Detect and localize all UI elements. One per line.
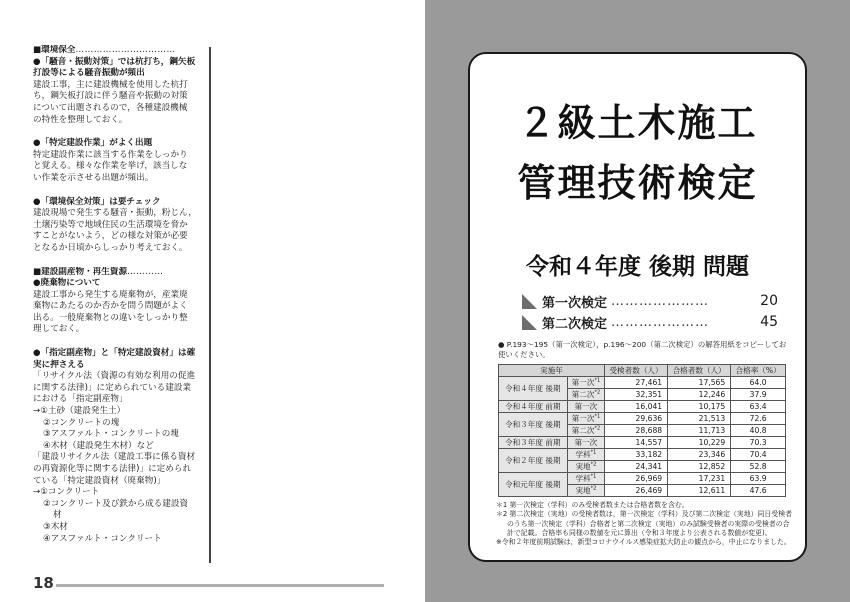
footnote-mark: *1 [590,449,597,456]
cell-passers: 17,565 [668,377,731,389]
body-line: 棄物にあたるのか否かを問う問題がよく [33,301,188,312]
body-line: 理しておく。 [33,324,85,335]
answer-sheet-note: ● P.193～195（第一次検定），p.196～200（第二次検定）の解答用紙をコピーしてお使いください。 [498,340,787,359]
body-line: ち，鋼矢板打設に伴う騒音や振動の対策 [33,91,188,102]
footnote-mark: *2 [594,389,601,396]
footnotes [496,501,792,547]
cell-passers: 12,611 [668,485,731,497]
cell-examinees: 14,557 [605,437,668,449]
table-header-row [499,365,786,377]
item-body [33,208,205,254]
pass-rate-table [498,364,786,497]
cell-rate: 37.9 [731,389,786,401]
right-page [425,0,850,602]
triangle-icon [522,294,537,309]
exam-row-first [522,292,778,310]
item-title-line: ●「特定建設作業」がよく出題 [33,138,153,149]
cell-exam-kind: 学科$^{*1}$ [567,449,604,461]
cell-passers: 17,231 [668,473,731,485]
body-line: と覚える。様々な作業を挙げ，該当しな [33,161,188,172]
list-item: ②コンクリートの塊 [43,417,120,428]
footnote-mark: *2 [590,485,597,492]
header-session: 実施年 [499,365,605,377]
list-item: ④木材（建設発生木材）など [43,440,154,451]
cell-session: 令和３年度 前期 [499,437,568,449]
cell-session: 令和元年度 後期 [499,473,568,497]
leader-dots: ………………… [611,293,710,309]
cell-passers: 12,246 [668,389,731,401]
cell-examinees: 33,182 [605,449,668,461]
body-line: 建設工事から発生する廃棄物が，産業廃 [33,289,188,300]
section-heading [33,45,205,57]
cell-exam-kind: 第二次$^{*2}$ [567,389,604,401]
exam-label: 第二次検定 [542,316,608,332]
cell-examinees: 24,341 [605,461,668,473]
footnote-mark: *1 [594,377,601,384]
footer-rule [56,584,384,587]
footnote-mark: *2 [590,461,597,468]
body-line: について出題されるので，各種建設機械 [33,102,188,113]
cell-rate: 70.3 [731,437,786,449]
table-row [499,473,786,485]
exam-card [468,52,807,562]
cell-exam-kind: 第一次 [567,437,604,449]
cell-session: 令和４年度 前期 [499,401,568,413]
body-line: に関する法律)」に定められている建設業 [33,382,192,393]
cell-rate: 70.4 [731,449,786,461]
footnote: ＊2 第二次検定（実地）の受検者数は，第一次検定（学科）及び第二次検定（実地）同日受検者のうち第一次検定（学科）合格者と第二次検定（実地）のみ試験受検者の実際の受検者の合計で記載。合格率も同様の数値を元に算出（令和３年度より公表される数値が変更)。 [496,510,792,537]
exam-heading: 令和４年度 後期 問題 [525,254,749,280]
header-rate: 合格率（%） [731,365,786,377]
leader-dots: …………………………… [75,45,176,55]
table-body [499,377,786,497]
body-line: い作業を示させる出題が頻出。 [33,172,154,183]
book-title-line2: 管理技術検定 [517,161,758,205]
item-title [33,278,205,290]
item-title-line: ●「環境保全対策」は要チェック [33,196,161,207]
exam-page-number: 45 [760,314,778,330]
cell-rate: 40.8 [731,425,786,437]
body-line: 建設工事，主に建設機械を使用した杭打 [33,79,188,90]
cell-passers: 11,713 [668,425,731,437]
cell-examinees: 29,636 [605,413,668,425]
footnote: ＊1 第一次検定（学科）のみ受検者数または合格者数を含む。 [496,501,689,509]
left-text-column [33,45,205,557]
cell-rate: 63.9 [731,473,786,485]
body-line: ている「特定建設資材（廃棄物)」 [33,475,166,486]
cell-session: 令和２年度 後期 [499,449,568,473]
cell-exam-kind: 実地$^{*2}$ [567,461,604,473]
cell-examinees: 26,469 [605,485,668,497]
body-line: 「建設リサイクル法（建設工事に係る資材 [33,452,196,463]
item-title [33,197,205,209]
body-line: 出る。一般廃棄物との違いをしっかり整 [33,312,188,323]
list-item: →①コンクリート [33,487,100,498]
item-title [33,348,205,371]
list-item: ④アスファルト・コンクリート [43,533,162,544]
cell-rate: 47.6 [731,485,786,497]
footnote-mark: *1 [590,473,597,480]
header-examinees: 受検者数（人） [605,365,668,377]
body-line: すことがないよう，どの様な対策が必要 [33,231,188,242]
cell-exam-kind: 第一次$^{*1}$ [567,377,604,389]
list-item: ③アスファルト・コンクリートの塊 [43,429,179,440]
body-line: 特定建設作業に該当する作業をしっかり [33,149,188,160]
list-item: ③木材 [43,521,68,532]
body-line: における「指定副産物」 [33,394,128,405]
table-row [499,413,786,425]
triangle-icon [522,315,537,330]
item-body [33,290,205,336]
cell-rate: 64.0 [731,377,786,389]
cell-session: 令和４年度 後期 [499,377,568,401]
item-title [33,138,205,150]
body-line: となるか日頃からしっかり考えておく。 [33,242,188,253]
table-row [499,437,786,449]
cell-exam-kind: 第一次$^{*1}$ [567,413,604,425]
list-item: 材 [53,510,62,521]
cell-rate: 63.4 [731,401,786,413]
body-line: 「リサイクル法（資源の有効な利用の促進 [33,371,196,382]
item-title-line: 実に押さえる [33,359,85,370]
exam-page-number: 20 [760,293,778,309]
cell-examinees: 16,041 [605,401,668,413]
item-body [33,150,205,185]
cell-examinees: 26,969 [605,473,668,485]
table-row [499,401,786,413]
book-title-line1: ２級土木施工 [517,101,758,145]
cell-passers: 12,852 [668,461,731,473]
cell-passers: 10,229 [668,437,731,449]
vertical-rule [209,47,211,563]
leader-dots: ………………… [611,314,710,330]
item-title [33,57,205,80]
leader-dots: ………… [127,266,164,277]
item-title-line: ●廃棄物について [33,278,101,289]
table-row [499,377,786,389]
exam-label: 第一次検定 [542,295,608,311]
body-line: の特性を整理しておく。 [33,114,128,125]
item-body [33,80,205,126]
cell-session: 令和３年度 後期 [499,413,568,437]
item-title-line: 打設等による騒音振動が頻出 [33,68,145,79]
footnote: ※令和２年度前期試験は，新型コロナウイルス感染症拡大防止の観点から，中止になりました。 [496,538,791,547]
footnote-mark: *2 [594,425,601,432]
body-line: 土壌汚染等で地域住民の生活環境を脅か [33,219,188,230]
page-number: 18 [33,574,54,592]
cell-examinees: 32,351 [605,389,668,401]
cell-exam-kind: 第一次 [567,401,604,413]
cell-passers: 10,175 [668,401,731,413]
cell-exam-kind: 第二次$^{*2}$ [567,425,604,437]
cell-examinees: 28,688 [605,425,668,437]
cell-passers: 23,346 [668,449,731,461]
cell-rate: 72.6 [731,413,786,425]
exam-row-second [522,313,778,331]
table-row [499,449,786,461]
list-item: ②コンクリート及び鉄から成る建設資 [43,498,189,509]
item-title-line: ●「騒音・振動対策」では杭打ち，鋼矢板 [33,56,196,67]
cell-rate: 52.8 [731,461,786,473]
body-line: 建設現場で発生する騒音・振動，粉じん， [33,208,197,219]
section-heading-text: ■建設副産物・再生資源 [33,266,128,277]
list-item: →①土砂（建設発生土） [33,406,126,417]
cell-examinees: 27,461 [605,377,668,389]
header-passers: 合格者数（人） [668,365,731,377]
section-heading [33,267,205,279]
cell-exam-kind: 実地$^{*2}$ [567,485,604,497]
item-body [33,371,205,545]
footnote-mark: *1 [594,413,601,420]
cell-passers: 21,513 [668,413,731,425]
cell-exam-kind: 学科$^{*1}$ [567,473,604,485]
body-line: の再資源化等に関する法律)」に定められ [33,464,192,474]
section-heading-text: ■環境保全 [33,45,76,55]
item-title-line: ●「指定副産物」と「特定建設資材」は確 [33,348,196,359]
